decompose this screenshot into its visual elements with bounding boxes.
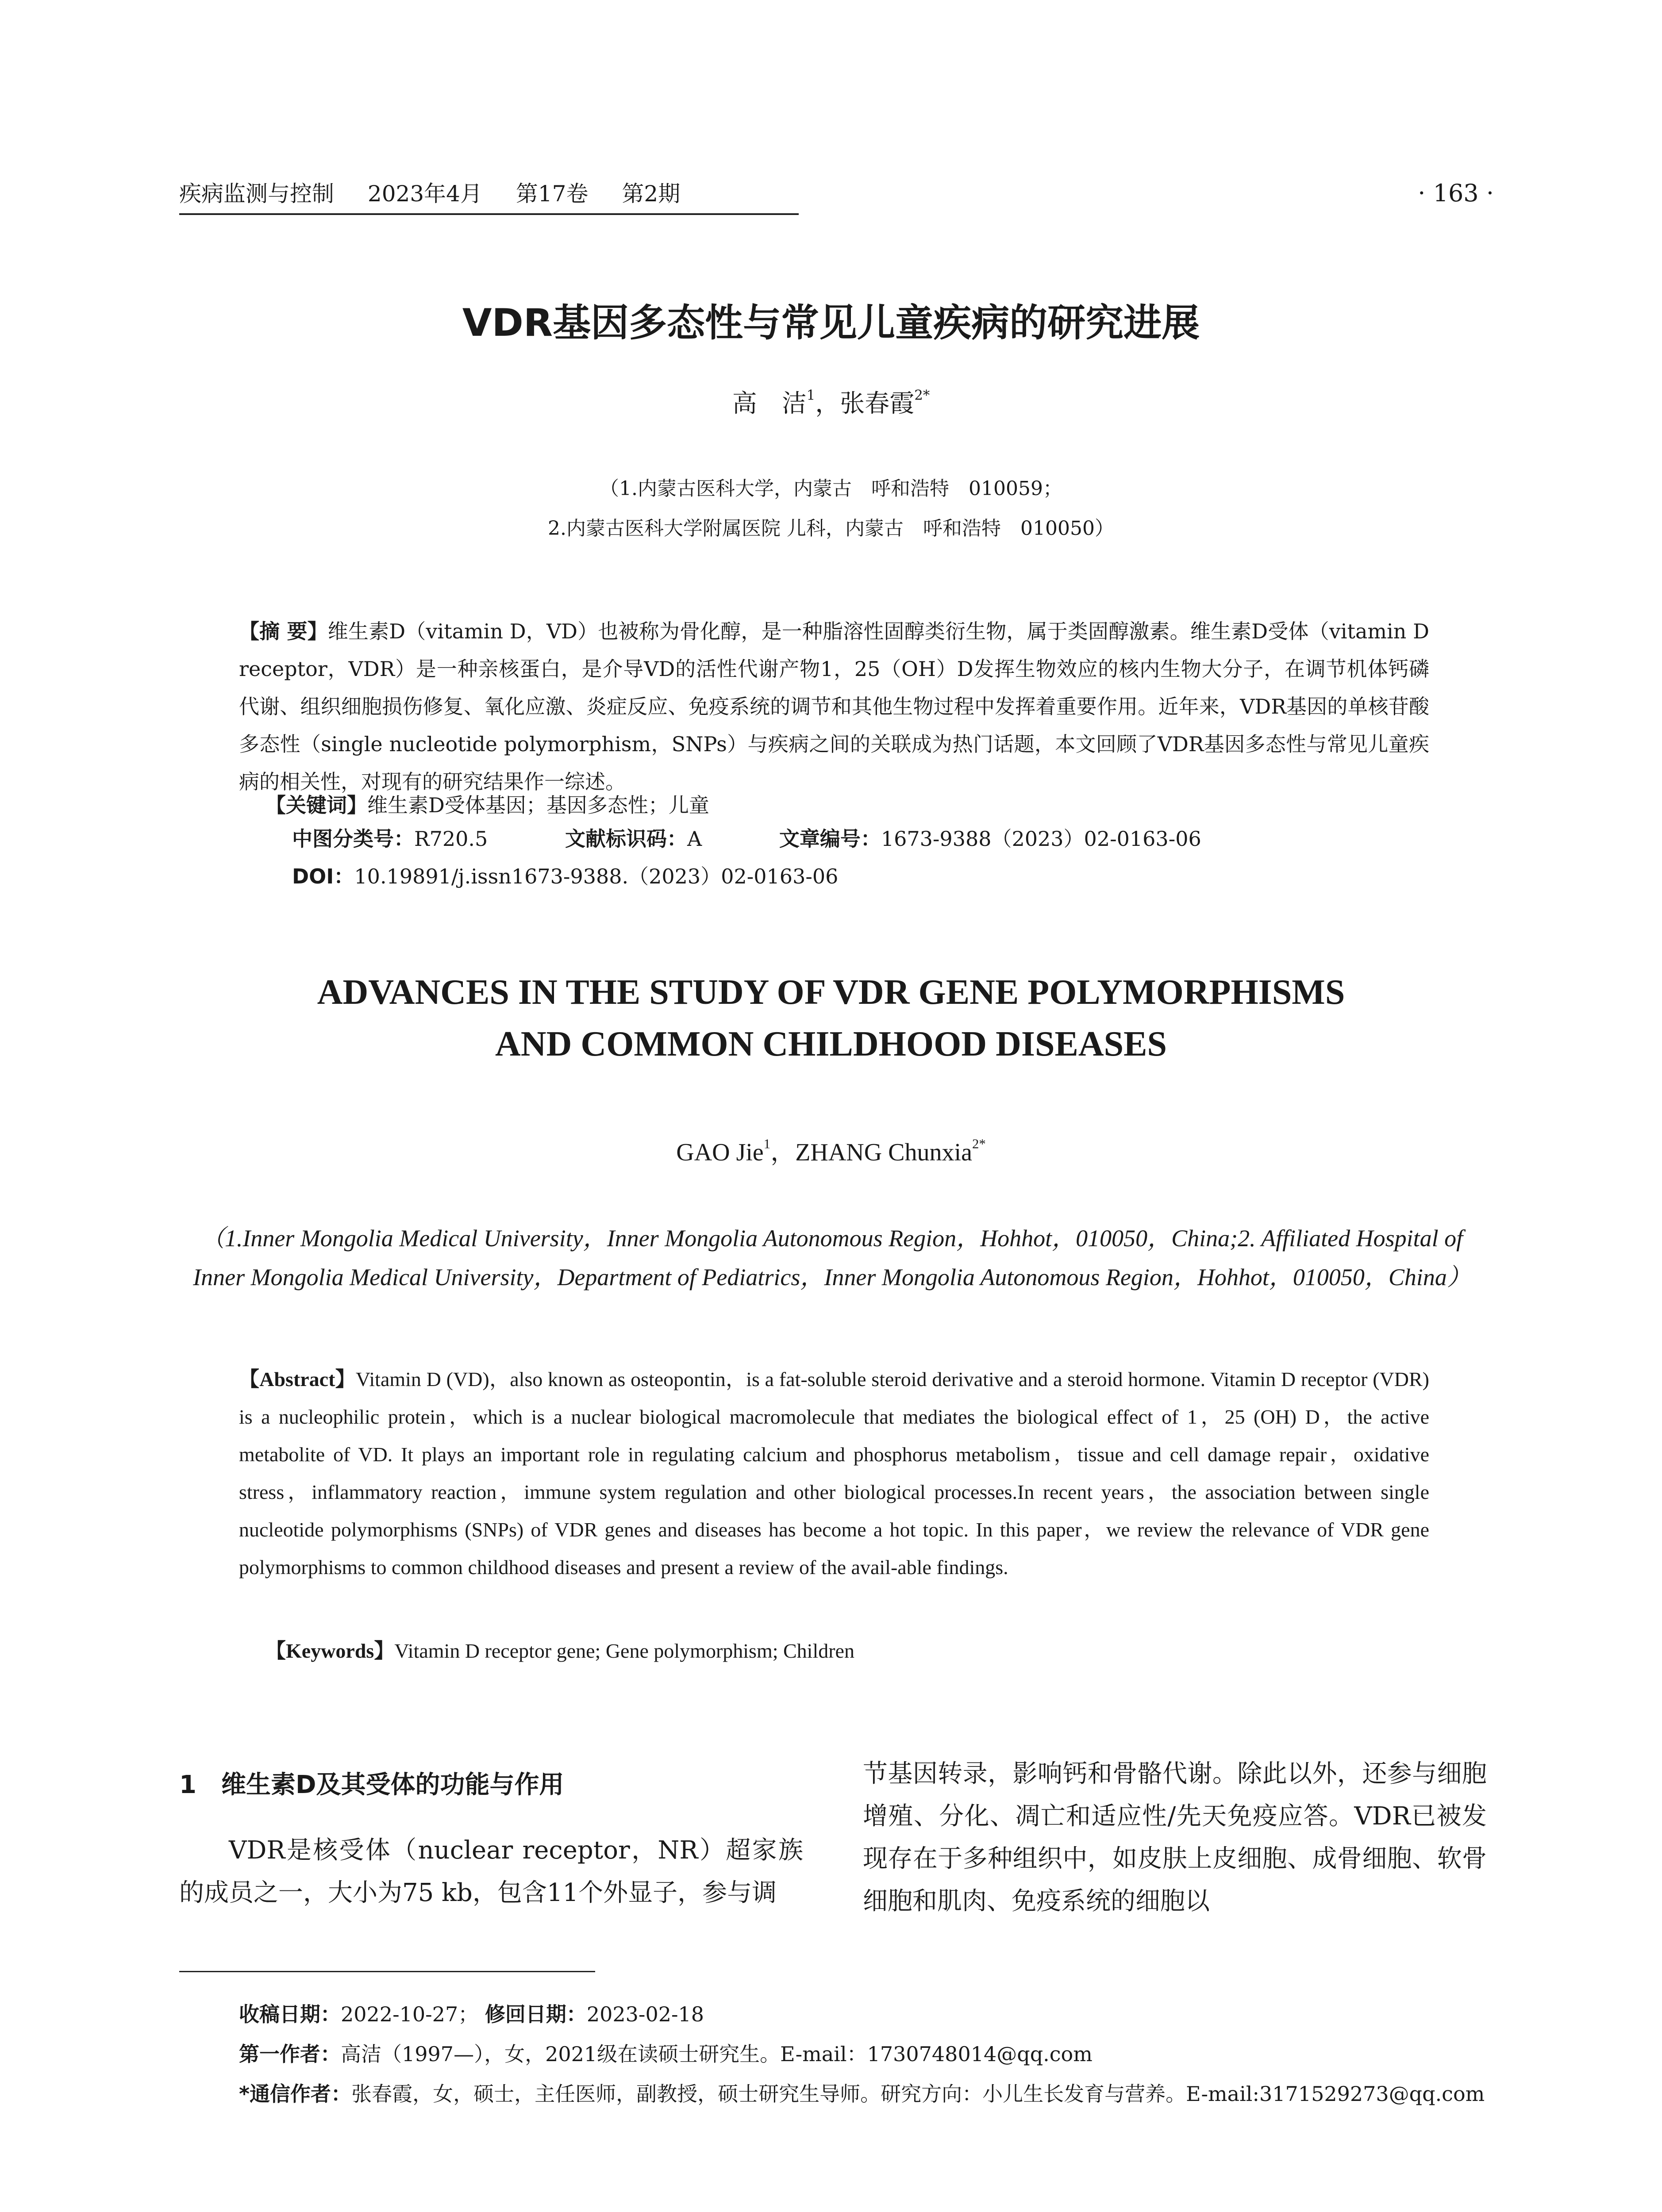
received-label: 收稿日期： <box>239 2002 341 2026</box>
author-1-affiliation-mark: 1 <box>806 387 816 403</box>
first-author-info: 高洁（1997—），女，2021级在读硕士研究生。E-mail：1730748014@qq.com <box>341 2042 1093 2066</box>
first-author-label: 第一作者： <box>239 2042 341 2066</box>
keywords-cn-label: 【关键词】 <box>265 793 367 817</box>
affiliations-cn <box>0 469 1662 549</box>
author-1-en-mark: 1 <box>763 1136 771 1152</box>
doc-label: 文献标识码： <box>565 827 687 851</box>
footnote-divider <box>179 1971 595 1972</box>
paper-title-en <box>0 967 1662 1070</box>
doc-value: A <box>687 827 702 851</box>
abstract-cn-text: 维生素D（vitamin D，VD）也被称为骨化醇，是一种脂溶性固醇类衍生物，属于类固醇激素。维生素D受体（vitamin D receptor，VDR）是一种亲核蛋白，是介导VD的活性代谢产物1，25（OH）D发挥生物效应的核内生物大分子，在调节机体钙磷代谢、组织细胞损伤修复、氧化应激、炎症反应、免疫系统的调节和其他生物过程中发挥着重要作用。近年来，VDR基因的单核苷酸多态性（single nucleotide polymorphism，SNPs）与疾病之间的关联成为热门话题，本文回顾了VDR基因多态性与常见儿童疾病的相关性，对现有的研究结果作一综述。 <box>239 619 1429 794</box>
author-1: 高 洁 <box>732 389 807 418</box>
authors-cn <box>0 384 1662 419</box>
author-en-separator: ， <box>770 1139 796 1166</box>
affiliation-en-line: Inner Mongolia Medical University，Department of Pediatrics，Inner Mongolia Autonomous Region，Hohhot，010050，China） <box>193 1264 1471 1290</box>
affiliation-en-line: （1.Inner Mongolia Medical University，Inner Mongolia Autonomous Region，Hohhot，010050，China;2. Affiliated Hospital of <box>200 1225 1463 1252</box>
author-2: 张春霞 <box>840 389 915 418</box>
keywords-cn <box>265 787 1456 824</box>
article-value: 1673-9388（2023）02-0163-06 <box>881 827 1201 851</box>
affiliation-line: 2.内蒙古医科大学附属医院 儿科，内蒙古 呼和浩特 010050） <box>548 517 1114 540</box>
body-left-column: VDR是核受体（nuclear receptor，NR）超家族的成员之一，大小为75 kb，包含11个外显子，参与调 <box>179 1836 803 1907</box>
author-1-en: GAO Jie <box>676 1139 764 1166</box>
paper-title-cn: VDR基因多态性与常见儿童疾病的研究进展 <box>462 301 1200 345</box>
keywords-en <box>265 1635 1456 1664</box>
abstract-en-text: Vitamin D (VD)，also known as osteopontin，is a fat-soluble steroid derivative and a steroid hormone. Vitamin D receptor (VDR) is a nucleophilic protein，which is a nuclear biological macromolecule that mediates the biological effect of 1，25 (OH) D，the active metabolite of VD. It plays an important role in regulating calcium and phosphorus metabolism，tissue and cell damage repair，oxidative stress，inflammatory reaction，immune system regulation and other biological processes.In recent years，the association between single nucleotide polymorphisms (SNPs) of VDR genes and diseases has become a hot topic. In this paper，we review the relevance of VDR gene polymorphisms to common childhood diseases and present a review of the avail-able findings. <box>239 1368 1429 1578</box>
abstract-en-label: 【Abstract】 <box>239 1368 356 1390</box>
revised-label: 修回日期： <box>485 2002 587 2026</box>
title-en-line: ADVANCES IN THE STUDY OF VDR GENE POLYMORPHISMS <box>317 973 1345 1012</box>
clc-number <box>292 827 488 851</box>
issue: 第2期 <box>622 181 681 207</box>
footnotes <box>239 1994 1522 2114</box>
corresponding-info: 张春霞，女，硕士，主任医师，副教授，硕士研究生导师。研究方向：小儿生长发育与营养。E-mail:3171529273@qq.com <box>351 2082 1485 2106</box>
document-code <box>565 827 702 851</box>
clc-label: 中图分类号： <box>292 827 414 851</box>
doi-value: 10.19891/j.issn1673-9388.（2023）02-0163-06 <box>354 864 839 888</box>
body-right-column: 节基因转录，影响钙和骨骼代谢。除此以外，还参与细胞增殖、分化、凋亡和适应性/先天免疫应答。VDR已被发现存在于多种组织中，如皮肤上皮细胞、成骨细胞、软骨细胞和肌肉、免疫系统的细胞以 <box>863 1759 1487 1916</box>
article-number <box>779 827 1201 851</box>
revised-date: 2023-02-18 <box>586 2002 704 2026</box>
doi <box>292 860 838 890</box>
affiliations-en <box>190 1219 1473 1297</box>
abstract-en <box>239 1360 1429 1586</box>
author-2-affiliation-mark: 2* <box>914 387 930 403</box>
affiliation-line: （1.内蒙古医科大学，内蒙古 呼和浩特 010059； <box>600 477 1062 500</box>
corresponding-label: *通信作者： <box>239 2082 352 2106</box>
corresponding-author-line <box>239 2074 1522 2114</box>
doi-label: DOI： <box>292 864 354 888</box>
keywords-en-label: 【Keywords】 <box>265 1640 395 1662</box>
abstract-cn <box>239 613 1429 801</box>
first-author-line <box>239 2034 1522 2074</box>
classification-row <box>292 823 1272 852</box>
keywords-cn-text: 维生素D受体基因；基因多态性；儿童 <box>367 793 709 817</box>
received-date: 2022-10-27； <box>341 2002 479 2026</box>
running-header <box>179 176 799 215</box>
author-2-en-mark: 2* <box>972 1136 986 1152</box>
authors-en <box>0 1133 1662 1168</box>
journal-name: 疾病监测与控制 <box>179 181 334 207</box>
abstract-cn-label: 【摘 要】 <box>239 619 328 643</box>
clc-value: R720.5 <box>414 827 488 851</box>
page-number: · 163 · <box>1418 179 1494 207</box>
author-separator: ， <box>815 389 840 418</box>
date-line <box>239 1994 1522 2034</box>
volume: 第17卷 <box>516 181 589 207</box>
author-2-en: ZHANG Chunxia <box>795 1139 972 1166</box>
title-en-line: AND COMMON CHILDHOOD DISEASES <box>495 1025 1167 1064</box>
section-heading: 1 维生素D及其受体的功能与作用 <box>179 1770 564 1799</box>
article-label: 文章编号： <box>779 827 881 851</box>
keywords-en-text: Vitamin D receptor gene; Gene polymorphism; Children <box>394 1640 854 1662</box>
issue-date: 2023年4月 <box>367 181 482 207</box>
